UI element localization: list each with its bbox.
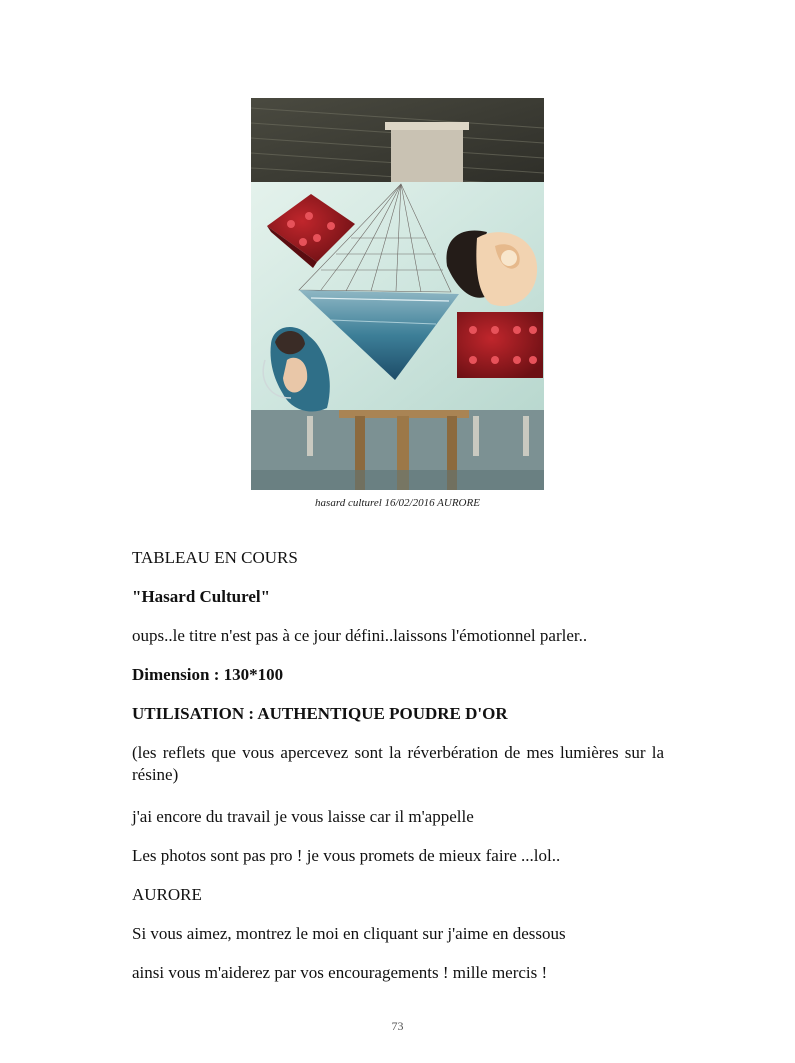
reflection-note: (les reflets que vous apercevez sont la réverbération de mes lumières sur la résine) — [132, 743, 664, 784]
work-note: j'ai encore du travail je vous laisse car il m'appelle — [132, 807, 474, 826]
dimension-line: Dimension : 130*100 — [132, 665, 284, 684]
photo-note: Les photos sont pas pro ! je vous promets de mieux faire ...lol.. — [132, 846, 561, 865]
figure-caption: hasard culturel 16/02/2016 AURORE — [315, 497, 480, 509]
painting-photo — [251, 98, 544, 490]
status-line: TABLEAU EN COURS — [132, 548, 298, 567]
artwork-title: "Hasard Culturel" — [132, 587, 271, 606]
title-note: oups..le titre n'est pas à ce jour défini..laissons l'émotionnel parler.. — [132, 626, 588, 645]
thanks-line: ainsi vous m'aiderez par vos encouragements ! mille mercis ! — [132, 963, 548, 982]
materials-line: UTILISATION : AUTHENTIQUE POUDRE D'OR — [132, 704, 508, 723]
signature: AURORE — [132, 885, 202, 904]
page-number: 73 — [391, 1019, 404, 1033]
like-request: Si vous aimez, montrez le moi en cliquant sur j'aime en dessous — [132, 924, 566, 943]
